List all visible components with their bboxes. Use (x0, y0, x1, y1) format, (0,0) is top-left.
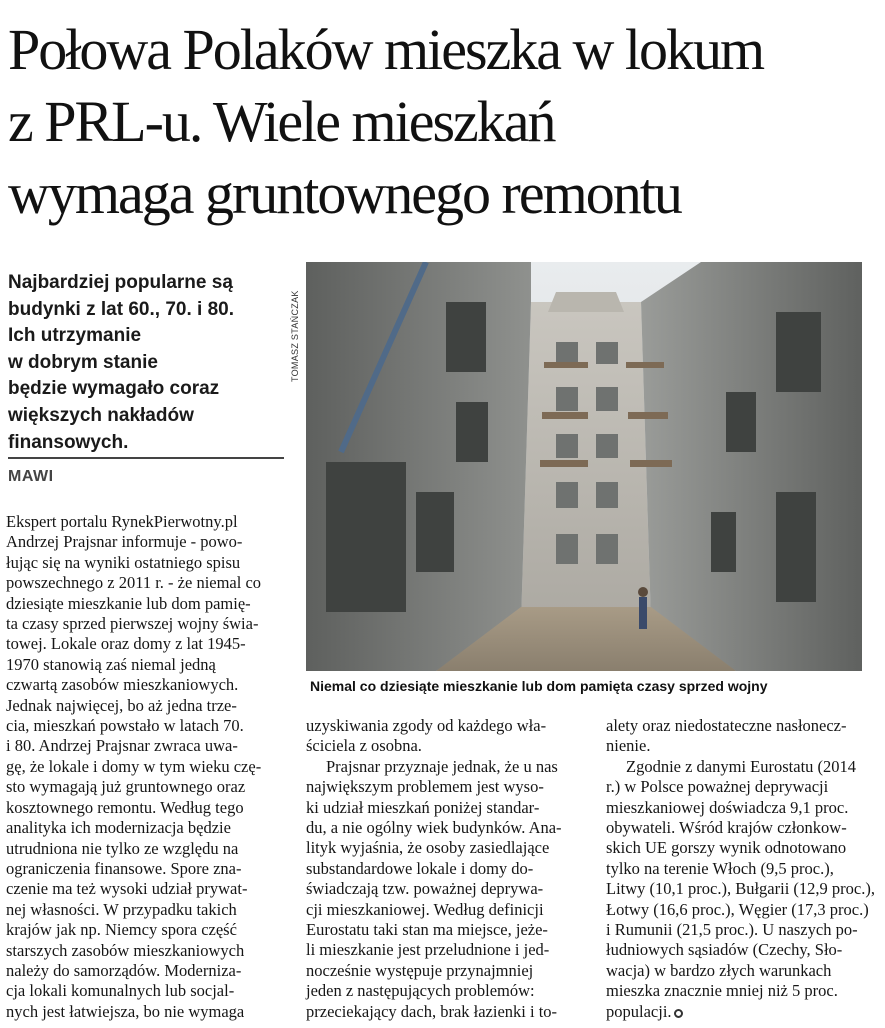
headline-line: Połowa Polaków mieszka w lokum (8, 17, 764, 82)
headline-line: z PRL-u. Wiele mieszkań (8, 89, 555, 154)
body-line: gę, że lokale i domy w tym wieku czę- (6, 756, 262, 776)
body-line: przeciekający dach, brak łazienki i to- (306, 1001, 558, 1021)
body-line: łując się na wyniki ostatniego spisu (6, 552, 241, 572)
body-line: Eurostatu taki stan ma miejsce, jeże- (306, 920, 548, 940)
body-line: krajów jak np. Niemcy spora część (6, 920, 237, 940)
lead-line: będzie wymagało coraz (8, 378, 220, 400)
courtyard-photo (306, 262, 862, 671)
body-line: cja lokali komunalnych lub socjal- (6, 981, 235, 1001)
body-line: wacja) w bardzo złych warunkach (606, 960, 832, 980)
body-column-2 (306, 716, 586, 1022)
lead-line: Najbardziej popularne są (8, 272, 233, 293)
body-line: nej własności. W przypadku takich (6, 899, 237, 919)
body-line: Prajsnar przyznaje jednak, że u nas (326, 756, 558, 776)
body-line: należy do samorządów. Moderniza- (6, 960, 242, 980)
body-line: dziesiąte mieszkanie lub dom pamię- (6, 593, 251, 613)
body-line: Litwy (10,1 proc.), Bułgarii (12,9 proc.), (606, 879, 875, 899)
body-line: starszych zasobów mieszkaniowych (6, 940, 245, 960)
body-line: skich UE gorszy wynik odnotowano (606, 838, 847, 858)
body-line: lityk wyjaśnia, że osoby zasiedlające (306, 838, 550, 858)
end-of-article-icon (674, 1009, 683, 1018)
body-line: utrudniona nie tylko ze względu na (6, 838, 239, 858)
body-line: tylko na terenie Włoch (9,5 proc.), (606, 858, 834, 878)
body-line: sto wymagają już gruntownego oraz (6, 777, 246, 797)
body-line-text: populacji. (606, 1001, 672, 1021)
body-line: powszechnego z 2011 r. - że niemal co (6, 573, 262, 593)
headline (8, 14, 880, 230)
body-line: mieszka znacznie mniej niż 5 proc. (606, 981, 838, 1001)
body-line: 1970 stanowią zaś niemal jedną (6, 654, 216, 674)
body-line: ki udział mieszkań poniżej standar- (306, 797, 540, 817)
body-line: r.) w Polsce poważnej deprywacji (606, 777, 829, 797)
body-line-last (606, 1002, 882, 1022)
body-line: ściciela z osobna. (306, 736, 422, 756)
lead-line: finansowych. (8, 431, 129, 453)
body-line: i 80. Andrzej Prajsnar zwraca uwa- (6, 736, 238, 756)
photo-credit: TOMASZ STAŃCZAK (290, 290, 300, 382)
body-line: kosztownego remontu. Według tego (6, 797, 244, 817)
body-line: ta czasy sprzed pierwszej wojny świa- (6, 614, 259, 634)
body-line: łudniowych sąsiadów (Czechy, Sło- (606, 940, 843, 960)
headline-line: wymaga gruntownego remontu (8, 161, 681, 226)
body-line: li mieszkanie jest przeludnione i jed- (306, 940, 550, 960)
body-line: cji mieszkaniowej. Według definicji (306, 899, 544, 919)
body-line: alety oraz niedostateczne nasłonecz- (606, 716, 847, 735)
body-line: nienie. (606, 736, 651, 756)
body-line: obywateli. Wśród krajów członkow- (606, 818, 847, 838)
body-column-3 (606, 716, 882, 1022)
body-line: Zgodnie z danymi Eurostatu (2014 (626, 756, 857, 776)
lead-line: w dobrym stanie (8, 351, 158, 373)
author-divider (8, 457, 284, 459)
body-column-1 (6, 512, 286, 1022)
lead-line: Ich utrzymanie (8, 325, 142, 347)
body-line: Ekspert portalu RynekPierwotny.pl (6, 512, 238, 531)
lead-line: budynki z lat 60., 70. i 80. (8, 298, 234, 320)
body-line: substandardowe lokale i domy do- (306, 858, 534, 878)
body-line: Łotwy (16,6 proc.), Węgier (17,3 proc.) (606, 899, 869, 919)
body-line: nocześnie występuje przynajmniej (306, 960, 534, 980)
author-byline: MAWI (8, 468, 54, 485)
body-line: jeden z następujących problemów: (306, 981, 535, 1001)
photo-caption: Niemal co dziesiąte mieszkanie lub dom pamięta czasy sprzed wojny (310, 678, 768, 694)
body-line: czwartą zasobów mieszkaniowych. (6, 675, 239, 695)
body-line: nych jest łatwiejsza, bo nie wymaga (6, 1001, 245, 1021)
lead-paragraph (8, 270, 288, 456)
body-line: analityka ich modernizacja będzie (6, 818, 231, 838)
body-line: cia, mieszkań powstało w latach 70. (6, 716, 244, 736)
body-line: czenie ma też wysoki udział prywat- (6, 879, 248, 899)
body-line: towej. Lokale oraz domy z lat 1945- (6, 634, 246, 654)
body-line: Jednak najwięcej, bo aż jedna trze- (6, 695, 237, 715)
body-line: mieszkaniowej doświadcza 9,1 proc. (606, 797, 849, 817)
body-line: Andrzej Prajsnar informuje - powo- (6, 532, 243, 552)
body-line: ograniczenia finansowe. Spore zna- (6, 858, 242, 878)
body-line: du, a nie ogólny wiek budynków. Ana- (306, 818, 562, 838)
body-line: i Rumunii (21,5 proc.). U naszych po- (606, 920, 858, 940)
body-line: uzyskiwania zgody od każdego wła- (306, 716, 547, 735)
body-line: świadczają tzw. poważnej deprywa- (306, 879, 544, 899)
lead-line: większych nakładów (8, 404, 194, 426)
body-line: największym problemem jest wyso- (306, 777, 544, 797)
